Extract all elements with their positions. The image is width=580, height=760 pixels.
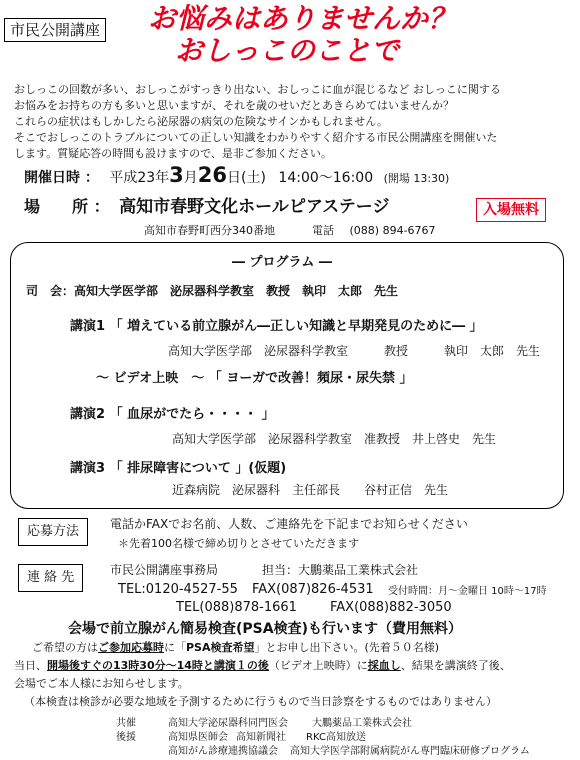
apply-line2: ＊先着100名様で締め切りとさせていただきます — [118, 537, 359, 550]
intro-line: します。質疑応答の時間も設けますので、是非ご参加ください。 — [14, 147, 332, 160]
support-1: 高知県医師会 — [168, 732, 228, 743]
month: 3 — [169, 163, 184, 187]
headline-line1: お悩みはありませんか？ — [148, 2, 457, 35]
lecture2-speaker: 高知大学医学部 泌尿器科学教室 准教授 井上啓史 先生 — [172, 432, 497, 446]
date-label: 開催日時 ： — [24, 170, 99, 186]
contact-fax2: FAX(088)882-3050 — [330, 600, 452, 615]
event-time: 14:00〜16:00 — [278, 170, 374, 186]
weekday: (土) — [241, 170, 266, 186]
intro-line: お悩みをお持ちの方も多いと思いますが、それを歳のせいだとあきらめてはいませんか？ — [14, 99, 454, 112]
exam-text: 、結果を講演終了後、 — [400, 659, 511, 672]
lecture3-title: 講演3 「 排尿障害について 」(仮題) — [70, 461, 287, 476]
exam-text: ご希望の方は — [32, 641, 98, 654]
lecture2-title: 講演2 「 血尿がでたら・・・・ 」 — [70, 407, 275, 422]
cohost-label: 共催 — [116, 718, 136, 729]
exam-text: に「 — [164, 641, 186, 654]
intro-paragraph — [14, 82, 574, 162]
exam-line1 — [32, 640, 439, 655]
program-title: ― プログラム ― — [232, 255, 332, 270]
free-admission-badge: 入場無料 — [476, 198, 546, 222]
event-datetime — [24, 164, 449, 189]
day: 26 — [197, 163, 228, 187]
cohost-1: 高知大学泌尿器科同門医会 — [168, 718, 288, 729]
support-5: 高知大学医学部附属病院がん専門臨床研修プログラム — [290, 746, 530, 757]
event-venue — [24, 196, 389, 218]
support-3: RKC高知放送 — [306, 732, 366, 743]
contact-office: 市民公開講座事務局 — [110, 563, 219, 577]
lecture3-speaker: 近森病院 泌尿器科 主任部長 谷村正信 先生 — [172, 483, 449, 497]
exam-emphasis: PSA検査希望 — [186, 641, 255, 654]
exam-emphasis: 採血し — [367, 659, 401, 672]
exam-text: 当日、 — [14, 659, 47, 672]
exam-text: （ビデオ上映時）に — [268, 659, 368, 672]
series-label: 市民公開講座 — [4, 18, 106, 42]
apply-line1: 電話かFAXでお名前、人数、ご連絡先を下記までお知らせください — [110, 517, 468, 531]
venue-address: 高知市春野町西分340番地 — [144, 224, 275, 237]
day-unit: 日 — [227, 170, 242, 186]
venue-name: 高知市春野文化ホールピアステージ — [119, 197, 390, 217]
month-unit: 月 — [183, 170, 198, 186]
contact-fax1: FAX(087)826-4531 — [252, 582, 374, 597]
headline-line2: おしっこのことで — [175, 34, 400, 67]
contact-tel2: TEL(088)878-1661 — [176, 600, 297, 615]
venue-phone — [312, 222, 436, 238]
contact-hours: 受付時間：月～金曜日 10時～17時 — [388, 586, 547, 597]
contact-label: 連 絡 先 — [18, 564, 83, 592]
intro-line: おしっこの回数が多い、おしっこがすっきり出ない、おしっこに血が混じるなど おしっこに関する — [14, 83, 501, 96]
lecture1-title: 講演1 「 増えている前立腺がん―正しい知識と早期発見のために― 」 — [70, 319, 483, 334]
cohost-2: 大鵬薬品工業株式会社 — [312, 718, 412, 729]
support-4: 高知がん診療連携協議会 — [168, 746, 278, 757]
exam-line4: （本検査は検診が必要な地域を予測するために行うもので当日診察をするものではありません） — [24, 695, 497, 708]
contact-person: 担当：大鵬薬品工業株式会社 — [262, 563, 419, 577]
program-host: 司 会：高知大学医学部 泌尿器科学教室 教授 執印 太郎 先生 — [26, 284, 399, 298]
exam-emphasis: 開場後すぐの13時30分～14時と講演１の後 — [47, 659, 269, 672]
venue-label: 場 所 ： — [24, 197, 110, 216]
exam-title: 会場で前立腺がん簡易検査(PSA検査)も行います（費用無料） — [68, 621, 462, 637]
intro-line: そこでおしっこのトラブルについての正しい知識をわかりやすく紹介する市民公開講座を開催いた — [14, 131, 498, 144]
open-time: (開場 13:30) — [383, 172, 450, 185]
exam-line2 — [14, 658, 511, 673]
contact-tel1: TEL:0120-4527-55 — [118, 582, 238, 597]
video-screening: ～ ビデオ上映 ～ 「 ヨーガで改善！頻尿・尿失禁 」 — [96, 371, 413, 386]
apply-label: 応募方法 — [18, 518, 88, 546]
intro-line: これらの症状はもしかしたら泌尿器の病気の危険なサインかもしれません。 — [14, 115, 388, 128]
exam-text: 」とお申し出下さい。(先着５０名様) — [254, 641, 440, 654]
exam-line3: 会場でご本人様にお知らせします。 — [14, 677, 189, 690]
lecture1-speaker: 高知大学医学部 泌尿器科学教室 教授 執印 太郎 先生 — [168, 344, 541, 358]
support-2: 高知新聞社 — [236, 732, 286, 743]
exam-emphasis: ご参加応募時 — [98, 641, 164, 654]
support-label: 後援 — [116, 732, 136, 743]
era: 平成23年 — [109, 170, 170, 186]
phone-label: 電話 — [312, 224, 334, 237]
phone-number: (088) 894-6767 — [349, 224, 436, 237]
